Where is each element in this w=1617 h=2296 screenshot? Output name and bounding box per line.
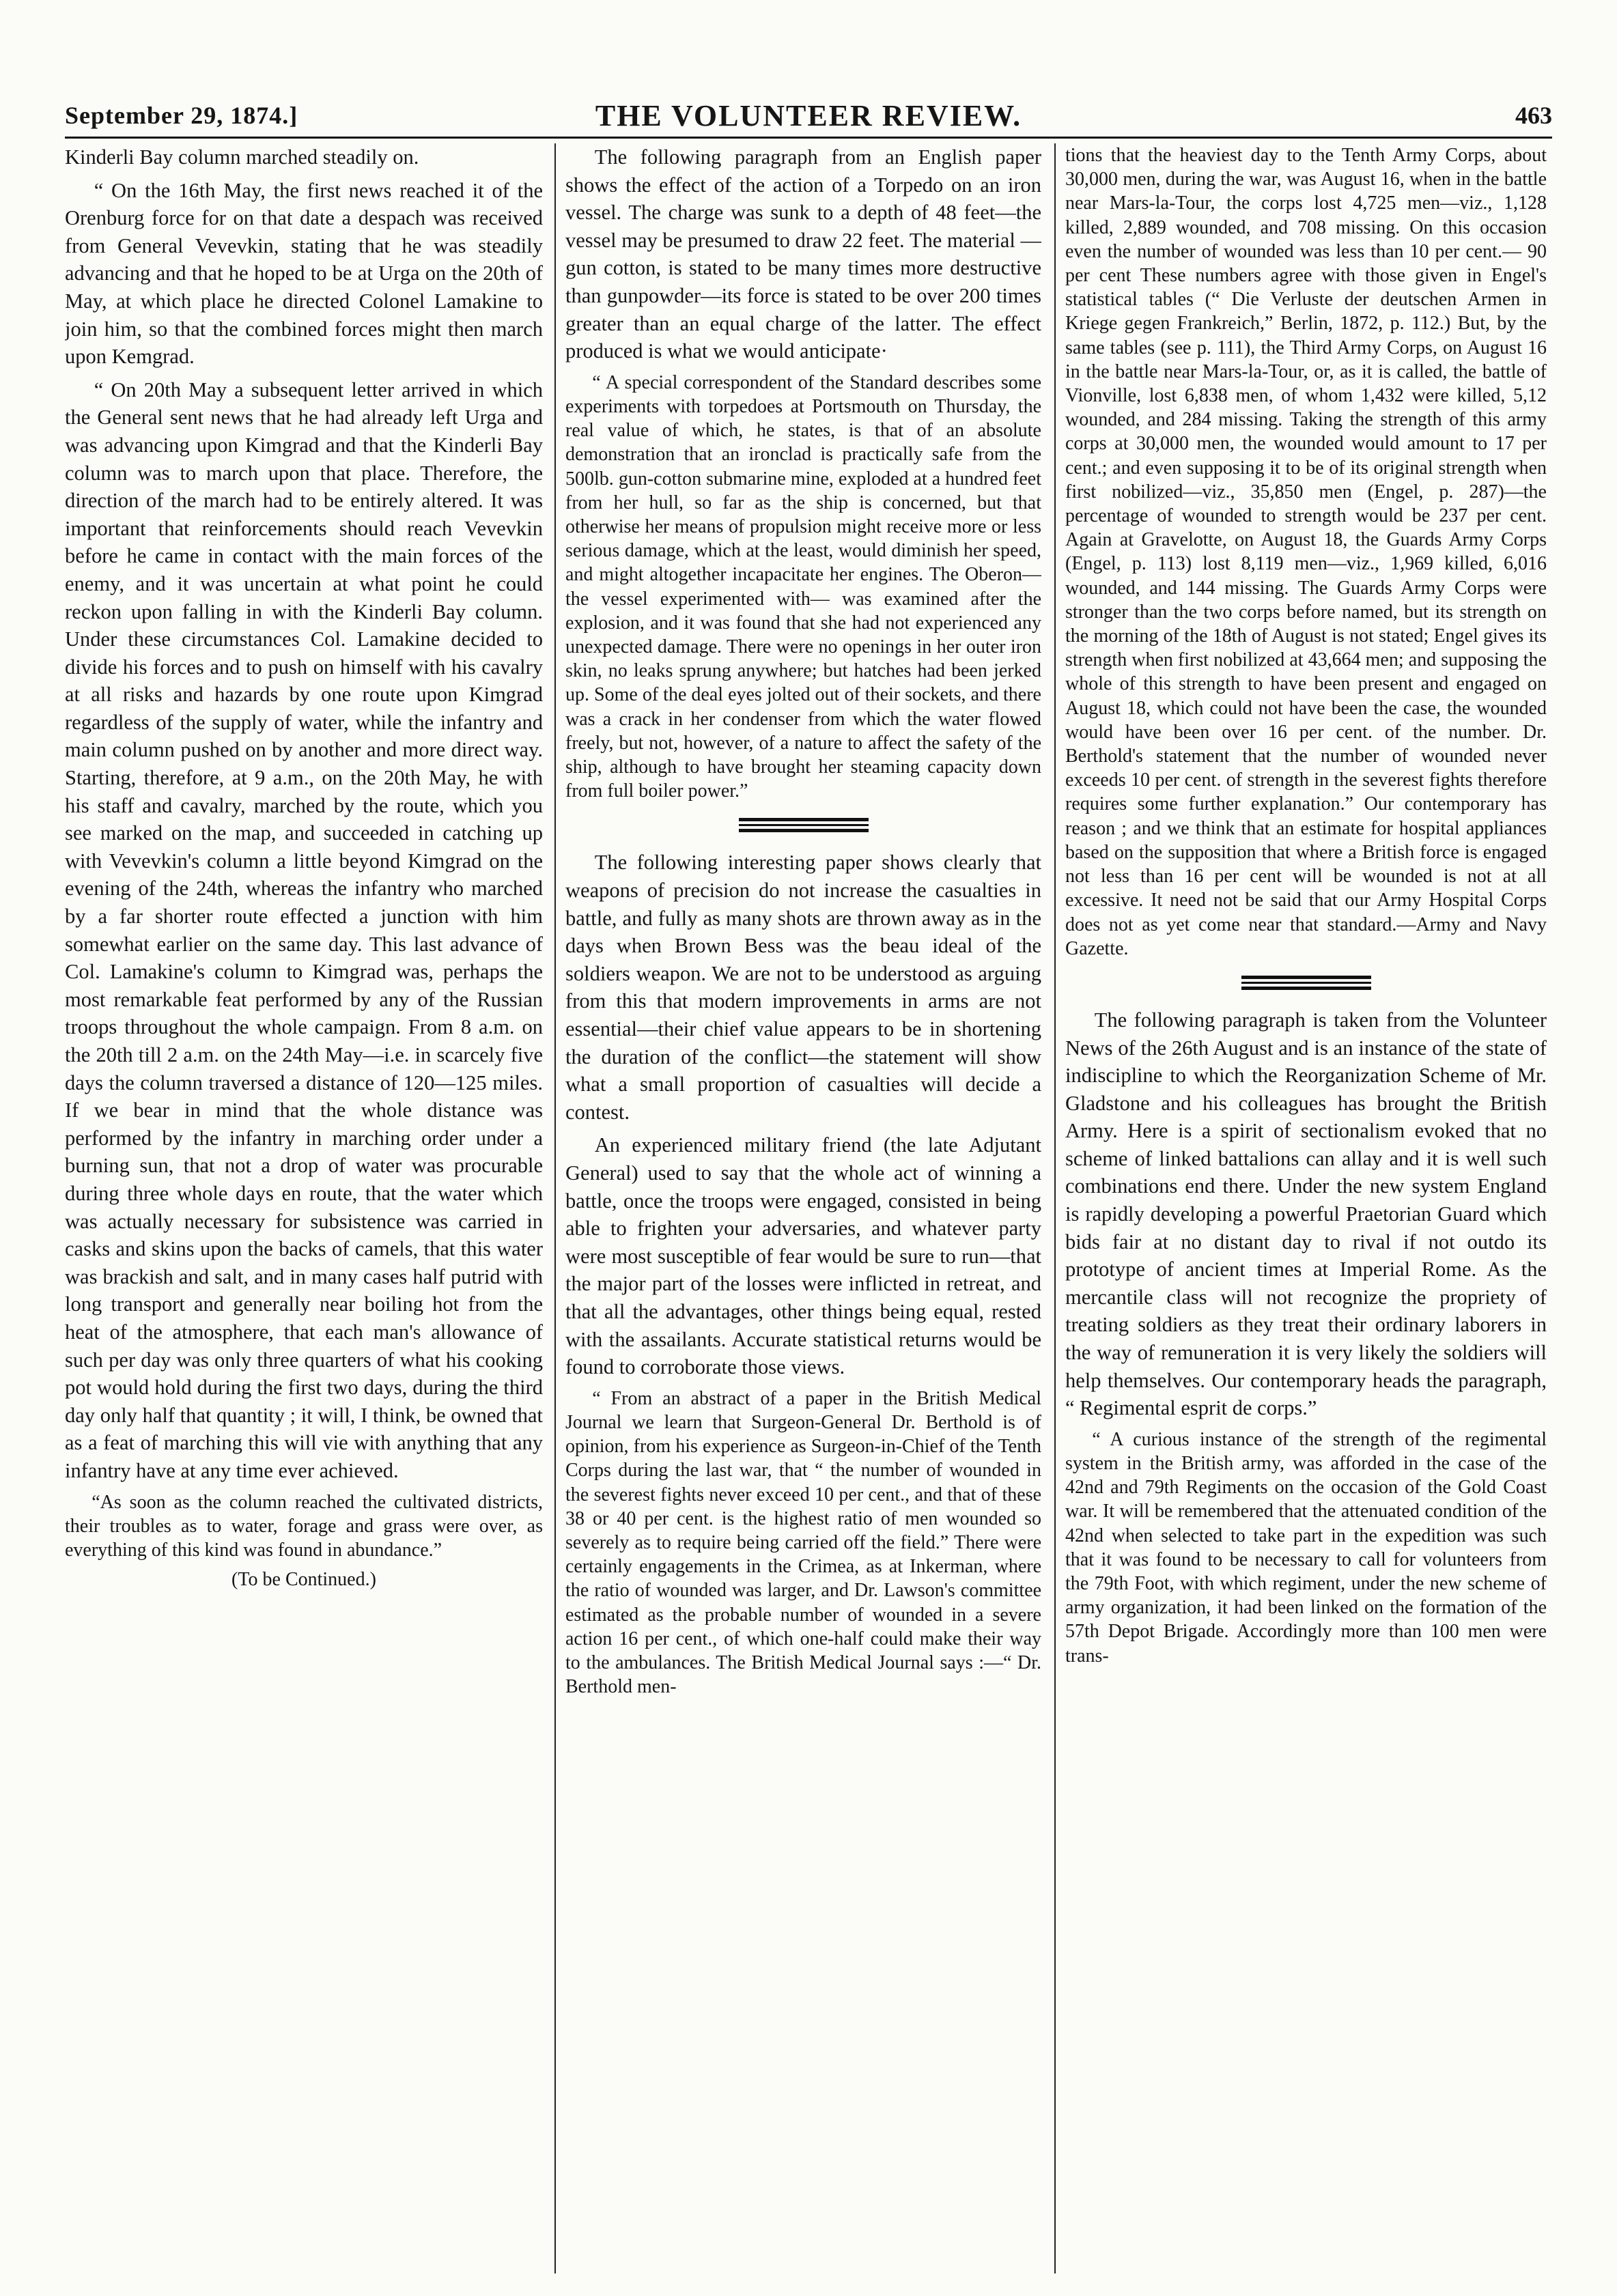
continued-note: (To be Continued.) — [231, 1569, 376, 1591]
column-1 — [65, 143, 543, 1597]
column-divider — [1054, 143, 1056, 2273]
header-rule — [65, 137, 1552, 139]
paragraph: An experienced military friend (the late Adjutant General) used to say that the whole act of winning a battle, once the troops were engaged, consisted in being able to frighten your adversaries, and whatever party were most susceptible of fear would be sure to run—that the major part of the losses were inflicted in retreat, and that all the advantages, other things being equal, rested with the assailants. Accurate statistical returns would be found to corroborate those views. — [565, 1133, 1041, 1379]
quoted-paragraph: “ From an abstract of a paper in the British Medical Journal we learn that Surgeon-General Dr. Berthold is of opinion, from his experience as Surgeon-in-Chief of the Tenth Corps during the last war, that “ the number of wounded in the severest fights never exceed 10 per cent., and that of these 38 or 40 per cent. is the highest ratio of men wounded so severely as to require being carried off the field.” There were certainly engagements in the Crimea, as at Inkerman, where the ratio of wounded was larger, and Dr. Lawson's committee estimated as the probable number of wounded in a severe action 16 per cent., of which one-half could make their way to the ambulances. The British Medical Journal says :—“ Dr. Berthold men- — [565, 1387, 1041, 1698]
paragraph: “ On 20th May a subsequent letter arrived in which the General sent news that he had already left Urga and was advancing upon Kimgrad and that the Kinderli Bay column was to march upon that place. Therefore, the direction of the march had to be entirely altered. It was important that reinforcements should reach Vevevkin before he came in contact with the main forces of the enemy, and it was uncertain at what point he could reckon upon falling in with the Kinderli Bay column. Under these circumstances Col. Lamakine decided to divide his forces and to push on himself with his cavalry at all risks and hazards by one route upon Kimgrad regardless of the supply of water, while the infantry and main column pushed on by another and more direct way. Starting, therefore, at 9 a.m., on the 20th May, he with his staff and cavalry, marched by the route, which you see marked on the map, and succeeded in catching up with Vevevkin's column a little beyond Kimgrad on the evening of the 24th, whereas the infantry who marched by a far shorter route effected a junction with him somewhat earlier on the same day. This last advance of Col. Lamakine's column to Kimgrad was, perhaps the most remarkable feat performed by any of the Russian troops throughout the whole campaign. From 8 a.m. on the 20th till 2 a.m. on the 24th May—i.e. in scarcely five days the column traversed a distance of 120—125 miles. If we bear in mind that the whole distance was performed by the infantry in marching order under a burning sun, that not a drop of water was procurable during three whole days en route, that the water which was actually necessary for subsistence was carried in casks and skins upon the backs of camels, that this water was brackish and salt, and in many cases half putrid with long transport and generally near boiling hot from the heat of the atmosphere, that each man's allowance of such per day was only three quarters of what his cooking pot would hold during the first two days, during the third day only half that quantity ; it will, I think, be owned that as a feat of marching this will vie with anything that any infantry have at any time ever achieved. — [65, 378, 543, 1482]
paragraph: “ On the 16th May, the first news reached it of the Orenburg force for on that date a despach was received from General Vevevkin, stating that he was steadily advancing and that he hoped to be at Urga on the 20th of May, at which place he directed Colonel Lamakine to join him, so that the combined forces might then march upon Kemgrad. — [65, 178, 543, 369]
page-number: 463 — [1515, 102, 1552, 129]
paragraph: The following paragraph from an English paper shows the effect of the action of a Torpedo on an iron vessel. The charge was sunk to a depth of 48 feet—the vessel may be presumed to draw 22 feet. The material —gun cotton, is stated to be many times more destructive than gunpowder—its force is stated to be over 200 times greater than an equal charge of the latter. The effect produced is what we would anticipate· — [565, 145, 1041, 363]
page-header — [65, 96, 1552, 137]
masthead-title: THE VOLUNTEER REVIEW. — [595, 99, 1022, 132]
paragraph: Kinderli Bay column marched steadily on. — [65, 145, 419, 169]
quoted-paragraph: “ A special correspondent of the Standard describes some experiments with torpedoes at Portsmouth on Thursday, the real value of which, he states, is that of an absolute demonstration that an ironclad is practically safe from the 500lb. gun-cotton submarine mine, exploded at a hundred feet from her hull, so far as the ship is concerned, but that otherwise her means of propulsion might receive more or less serious damage, which at the least, would diminish her speed, and might altogether incapacitate her engines. The Oberon—the vessel experimented with— was examined after the explosion, and it was found that she had not experienced any unexpected damage. There were no openings in her outer iron skin, no leaks sprung anywhere; but hatches had been jerked up. Some of the deal eyes jolted out of their sockets, and there was a crack in her condenser from which the water flowed freely, but not, however, of a nature to affect the safety of the ship, although to have brought her steaming capacity down from full boiler power.” — [565, 371, 1041, 802]
paragraph: The following interesting paper shows clearly that weapons of precision do not increase the casualties in battle, and fully as many shots are thrown away as in the days when Brown Bess was the beau ideal of the soldiers weapon. We are not to be understood as arguing from this that modern improvements in arms are not essential—their chief value appears to be in shortening the duration of the conflict—the statement will show what a small proportion of casualties will decide a contest. — [565, 851, 1041, 1124]
column-divider — [554, 143, 556, 2273]
article-separator — [739, 818, 869, 832]
paragraph: “As soon as the column reached the cultivated districts, their troubles as to water, forage and grass were over, as everything of this kind was found in abundance.” — [65, 1491, 543, 1561]
column-3 — [1065, 143, 1547, 1673]
article-separator — [1241, 976, 1371, 990]
quoted-paragraph: tions that the heaviest day to the Tenth Army Corps, about 30,000 men, during the war, was August 16, when in the battle near Mars-la-Tour, the corps lost 4,725 men—viz., 1,128 killed, 2,889 wounded, and 708 missing. On this occasion even the number of wounded was less than 10 per cent.— 90 per cent These numbers agree with those given in Engel's statistical tables (“ Die Verluste der deutschen Armen in Kriege gegen Frankreich,” Berlin, 1872, p. 112.) But, by the same tables (see p. 111), the Third Army Corps, on August 16 in the battle near Mars-la-Tour, or, as it is called, the battle of Vionville, lost 6,838 men, of whom 1,432 were killed, 5,12 wounded, and 284 missing. Taking the strength of this army corps at 30,000 men, the wounded would amount to 17 per cent.; and even supposing it to be of its original strength when first nobilized—viz., 35,850 men (Engel, p. 287)—the percentage of wounded to strength would be 237 per cent. Again at Gravelotte, on August 18, the Guards Army Corps (Engel, p. 113) lost 8,119 men—viz., 1,969 killed, 6,016 wounded, and 144 missing. The Guards Army Corps were stronger than the two corps before named, but its strength on the morning of the 18th of August is not stated; Engel gives its strength when first nobilized at 43,664 men; and supposing the whole of this strength to have been present and engaged on August 18, which could not have been the case, the wounded would have been over 16 per cent. of the number. Dr. Berthold's statement that the number of wounded never exceeds 10 per cent. of strength in the severest fights therefore requires some further explanation.” Our contemporary has reason ; and we think that an estimate for hospital appliances based on the supposition that where a British force is engaged not less than 16 per cent will be wounded is not at all excessive. It need not be said that our Army Hospital Corps does not as yet come near that standard.—Army and Navy Gazette. — [1065, 145, 1547, 959]
quoted-paragraph: “ A curious instance of the strength of the regimental system in the British army, was afforded in the case of the 42nd and 79th Regiments on the occasion of the Gold Coast war. It will be remembered that the attenuated condition of the 42nd when selected to take part in the expedition was such that it was found to be necessary to call for volunteers from the 79th Foot, with which regiment, under the new scheme of army organization, it had been linked on the formation of the 57th Depot Brigade. Accordingly more than 100 men were trans- — [1065, 1428, 1547, 1667]
column-2 — [565, 143, 1041, 1704]
issue-date: September 29, 1874.] — [65, 102, 298, 129]
paragraph: The following paragraph is taken from the Volunteer News of the 26th August and is an instance of the state of indiscipline to which the Reorganization Scheme of Mr. Gladstone and his colleagues has brought the British Army. Here is a spirit of sectionalism evoked that no scheme of linked battalions can allay and it is well such combinations end there. Under the new system England is rapidly developing a powerful Praetorian Guard which bids fair at no distant day to rival if not outdo its prototype of ancient times at Imperial Rome. As the mercantile class will not recognize the propriety of treating soldiers as they treat their ordinary laborers in the way of remuneration it is very likely the soldiers will help themselves. Our contemporary heads the paragraph, “ Regimental esprit de corps.” — [1065, 1008, 1547, 1420]
